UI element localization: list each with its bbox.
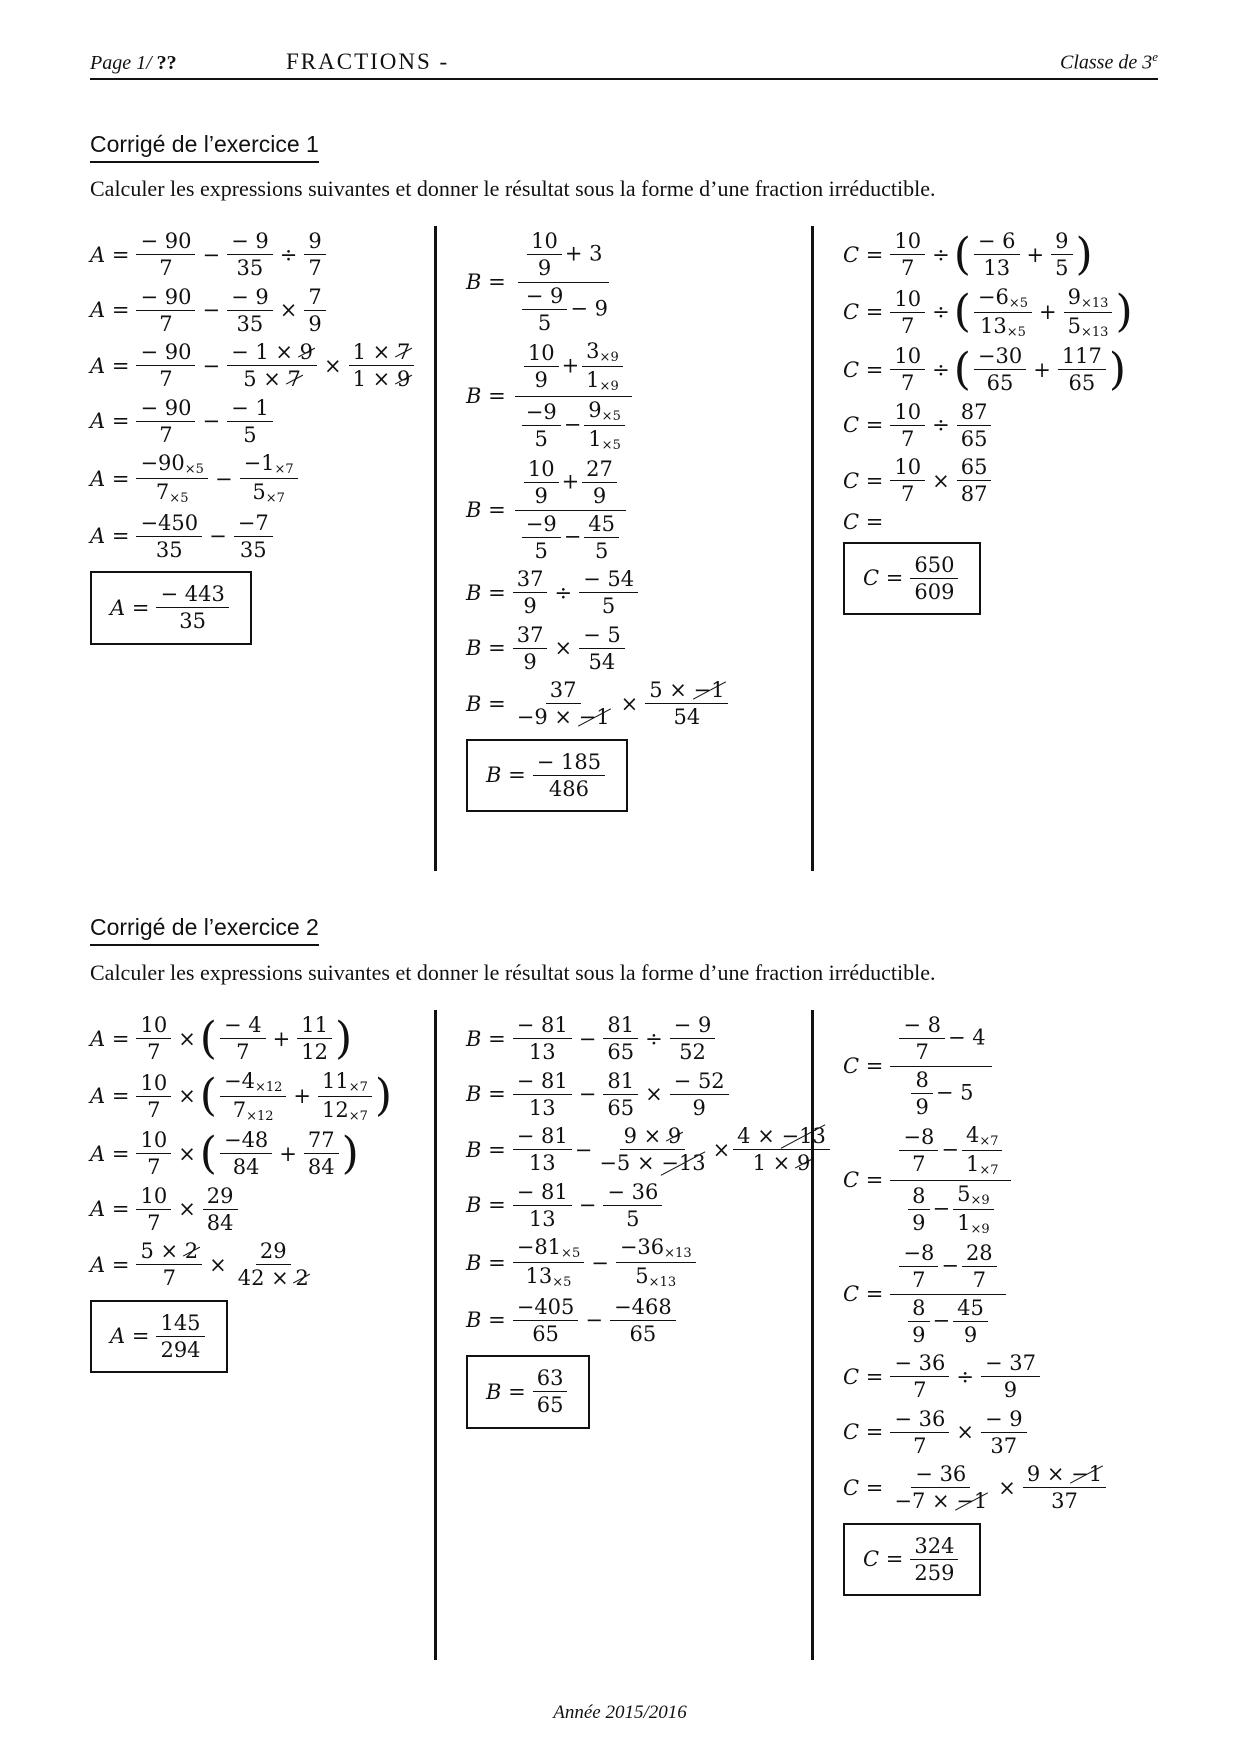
equation-step: A = $\frac{- 90}{7}$ − $\frac{- 9}{35}$ ÷ $\frac{9}{7}$ [90,228,417,282]
page-number: Page 1/ ?? [90,52,177,74]
equation-step: A = $\frac{10}{7}$ × ( $\frac{-4_{\times 12}}{7_{\times 12}}$ + $\frac{11_{\times 7}}{12_{\times 7}}$ ) [90,1068,392,1126]
equation-step: A = $\frac{- 90}{7}$ − $\frac{- 9}{35}$ × $\frac{7}{9}$ [90,284,417,338]
equation-step: C = $\frac{10}{7}$ ÷ ( $\frac{-30}{65}$ + $\frac{117}{65}$ ) [843,343,1133,397]
equation-step: C = $\frac{10}{7}$ × $\frac{65}{87}$ [843,454,1133,508]
page-footer: Année 2015/2016 [553,1702,687,1723]
equation-step: B = $\frac{- 81}{13}$ − $\frac{- 36}{5}$ [466,1179,833,1233]
ex2-solution-c [843,1012,1109,1596]
page-header [90,48,1158,80]
final-answer-box: C = $\frac{650}{609}$ [843,542,981,616]
equation-step: A = $\frac{- 90}{7}$ − $\frac{- 1}{5}$ [90,395,417,449]
equation-step: A = $\frac{10}{7}$ × ( $\frac{-48}{84}$ + $\frac{77}{84}$ ) [90,1127,392,1181]
column-divider [434,226,437,871]
column-divider [811,226,814,871]
final-answer-box: A = $\frac{- 443}{35}$ [90,571,252,645]
equation-step: C = $\frac{10}{7}$ ÷ ( $\frac{- 6}{13}$ + $\frac{9}{5}$ ) [843,228,1133,282]
equation-step: B = $\frac{10}{9}$ + 3 $\frac{- 9}{5}$ − 9 [466,228,731,336]
final-answer-box: C = $\frac{324}{259}$ [843,1523,981,1597]
equation-step: B = $\frac{- 81}{13}$ − $\frac{81}{65}$ ÷ $\frac{- 9}{52}$ [466,1012,833,1066]
exercise-2-title: Corrigé de l’exercice 2 [90,914,319,946]
class-label: Classe de 3e [1060,49,1158,74]
equation-step: A = $\frac{10}{7}$ × ( $\frac{- 4}{7}$ + $\frac{11}{12}$ ) [90,1012,392,1066]
equation-step: C = [843,510,1133,534]
equation-step: B = $\frac{- 81}{13}$ − $\frac{9 \times 9}{-5 \times -13}$ × $\frac{4 \times -13}{1 \times 9}$ [466,1123,833,1177]
equation-step: A = $\frac{-90_{\times 5}}{7_{\times 5}}$ − $\frac{-1_{\times 7}}{5_{\times 7}}$ [90,450,417,508]
equation-step: B = $\frac{37}{-9 \times -1}$ × $\frac{5 \times -1}{54}$ [466,677,731,731]
ex1-solution-a [90,228,417,645]
ex1-solution-c [843,228,1133,615]
equation-step: A = $\frac{- 90}{7}$ − $\frac{- 1 \times 9}{5 \times 7}$ × $\frac{1 \times 7}{1 \times 9}$ [90,339,417,393]
final-answer-box: B = $\frac{63}{65}$ [466,1355,590,1429]
document-title: FRACTIONS - [286,49,450,74]
equation-step: B = $\frac{- 81}{13}$ − $\frac{81}{65}$ × $\frac{- 52}{9}$ [466,1068,833,1122]
final-answer-box: A = $\frac{145}{294}$ [90,1300,228,1374]
equation-step: B = $\frac{37}{9}$ × $\frac{- 5}{54}$ [466,622,731,676]
equation-step: B = $\frac{37}{9}$ ÷ $\frac{- 54}{5}$ [466,566,731,620]
column-divider [434,1010,437,1660]
exercise-1-title: Corrigé de l’exercice 1 [90,131,319,163]
equation-step: B = $\frac{10}{9}$ + $\frac{27}{9}$ $\frac{-9}{5}$ − $\frac{45}{5}$ [466,456,731,564]
equation-step: C = $\frac{10}{7}$ ÷ ( $\frac{-6_{\times 5}}{13_{\times 5}}$ + $\frac{9_{\times 13}}{5_{\times 13}}$ ) [843,284,1133,342]
equation-step: C = $\frac{- 8}{7}$ − 4 $\frac{8}{9}$ − 5 [843,1012,1109,1120]
equation-step: C = $\frac{-8}{7}$ − $\frac{4_{\times 7}}{1_{\times 7}}$ $\frac{8}{9}$ − $\frac{5_{\times 9}}{1_{\times 9}}$ [843,1122,1109,1238]
exercise-1-instructions: Calculer les expressions suivantes et donner le résultat sous la forme d’une fraction irréductible. [90,176,936,201]
exercise-2-instructions: Calculer les expressions suivantes et donner le résultat sous la forme d’une fraction irréductible. [90,960,936,985]
equation-step: C = $\frac{10}{7}$ ÷ $\frac{87}{65}$ [843,399,1133,453]
equation-step: C = $\frac{- 36}{-7 \times -1}$ × $\frac{9 \times -1}{37}$ [843,1461,1109,1515]
equation-step: B = $\frac{10}{9}$ + $\frac{3_{\times 9}}{1_{\times 9}}$ $\frac{-9}{5}$ − $\frac{9_{\times 5}}{1_{\times 5}}$ [466,338,731,454]
equation-step: C = $\frac{-8}{7}$ − $\frac{28}{7}$ $\frac{8}{9}$ − $\frac{45}{9}$ [843,1240,1109,1348]
ex1-solution-b [466,228,731,812]
equation-step: B = $\frac{-405}{65}$ − $\frac{-468}{65}$ [466,1294,833,1348]
equation-step: C = $\frac{- 36}{7}$ ÷ $\frac{- 37}{9}$ [843,1350,1109,1404]
equation-step: A = $\frac{10}{7}$ × $\frac{29}{84}$ [90,1183,392,1237]
equation-step: B = $\frac{-81_{\times 5}}{13_{\times 5}}$ − $\frac{-36_{\times 13}}{5_{\times 13}}$ [466,1234,833,1292]
equation-step: A = $\frac{5 \times 2}{7}$ × $\frac{29}{42 \times 2}$ [90,1238,392,1292]
ex2-solution-a [90,1012,392,1373]
final-answer-box: B = $\frac{- 185}{486}$ [466,739,628,813]
equation-step: A = $\frac{-450}{35}$ − $\frac{-7}{35}$ [90,510,417,564]
equation-step: C = $\frac{- 36}{7}$ × $\frac{- 9}{37}$ [843,1406,1109,1460]
ex2-solution-b [466,1012,833,1429]
